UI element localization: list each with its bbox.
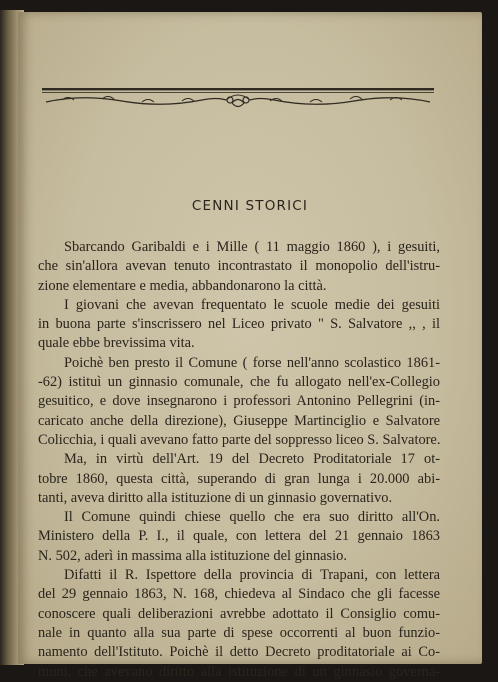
paragraph	[38, 450, 440, 508]
text-line: in buona parte s'inscrissero nel Liceo privato " S. Salvatore ,, , il	[38, 316, 440, 333]
text-line: Ministero della P. I., il quale, con lettera del 21 gennaio 1863	[38, 528, 440, 545]
text-line: namento dell'Istituto. Poichè il detto Decreto proditatoriale ai Co-	[38, 644, 440, 661]
text-line: quale ebbe brevissima vita.	[38, 335, 195, 352]
text-line: Ma, in virtù dell'Art. 19 del Decreto Proditatoriale 17 ot-	[64, 451, 440, 468]
paragraph	[38, 508, 440, 566]
text-line: Poichè ben presto il Comune ( forse nell'anno scolastico 1861-	[64, 354, 440, 371]
paragraph	[38, 354, 440, 450]
section-heading: CENNI STORICI	[191, 198, 309, 214]
text-line: del 29 gennaio 1863, N. 168, chiedeva al Sindaco che gli facesse	[38, 586, 440, 603]
decorative-header-border	[42, 88, 434, 110]
text-line: tobre 1860, questa città, superando di gran lunga i 20.000 abi-	[38, 470, 440, 487]
book-page	[18, 12, 482, 680]
text-line: Il Comune quindi chiese quello che era suo diritto all'On.	[64, 509, 440, 526]
text-line: zione elementare e media, abbandonarono la città.	[38, 277, 327, 294]
text-line: che sin'allora avevan tenuto incontrastato il monopolio dell'istru-	[38, 258, 440, 275]
text-line: N. 502, aderì in massima alla istituzione del ginnasio.	[38, 547, 347, 564]
text-line: -62) istituì un ginnasio comunale, che fu allogato nell'ex-Collegio	[38, 374, 440, 391]
text-line: nale in quanto alla sua parte di spese occorrenti al buon funzio-	[38, 624, 440, 641]
body-text	[38, 238, 440, 682]
text-line: conoscere quali deliberazioni avrebbe adottato il Consiglio comu-	[38, 605, 440, 622]
text-line: Difatti il R. Ispettore della provincia di Trapani, con lettera	[64, 567, 440, 584]
paragraph	[38, 238, 440, 296]
text-line: Sbarcando Garibaldi e i Mille ( 11 maggio 1860 ), i gesuiti,	[64, 239, 440, 255]
text-line: caricato anche della direzione), Giuseppe Martinciglio e Salvatore	[38, 412, 440, 429]
text-line: Colicchia, i quali avevano fatto parte del soppresso liceo S. Salvatore.	[38, 431, 441, 448]
text-line: gesuitico, e dove insegnarono i professori Antonino Pellegrini (in-	[38, 393, 440, 410]
text-line: tanti, aveva diritto alla istituzione di un ginnasio governativo.	[38, 489, 393, 506]
paragraph	[38, 296, 440, 354]
paragraph	[38, 566, 440, 682]
text-line: muni, che avevano diritto alla istituzione di un ginnasio governa-	[38, 663, 440, 680]
text-line: I giovani che avevan frequentato le scuole medie dei gesuiti	[64, 296, 440, 313]
